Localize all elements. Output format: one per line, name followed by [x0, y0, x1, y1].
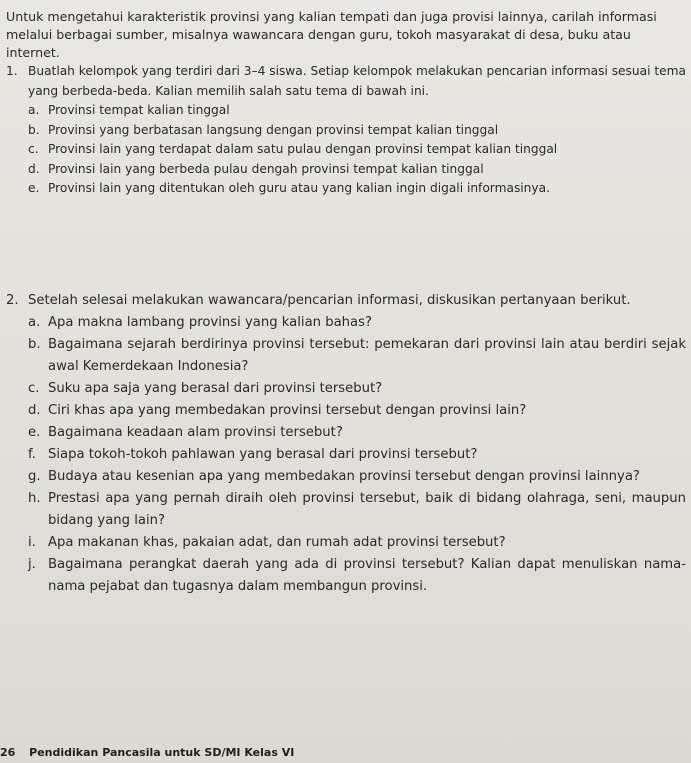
task-2-number: 2. — [6, 293, 19, 308]
question-i — [6, 532, 686, 554]
question-text: Apa makna lambang provinsi yang kalian bahas? — [48, 315, 372, 330]
question-text: Bagaimana sejarah berdirinya provinsi tersebut: pemekaran dari provinsi lain atau berdiri sejak awal Kemerdekaan Indonesia? — [48, 337, 686, 374]
question-letter: g. — [28, 469, 41, 484]
page-number: 26 — [0, 746, 16, 759]
question-text: Suku apa saja yang berasal dari provinsi tersebut? — [48, 381, 383, 396]
question-f — [6, 444, 686, 466]
option-b — [6, 121, 686, 141]
option-text: Provinsi lain yang terdapat dalam satu pulau dengan provinsi tempat kalian tinggal — [48, 142, 558, 156]
option-a — [6, 101, 686, 121]
question-a — [6, 312, 686, 334]
option-letter: e. — [28, 181, 40, 195]
option-letter: b. — [28, 122, 40, 137]
intro-text: Untuk mengetahui karakteristik provinsi yang kalian tempati dan juga provisi lainnya, carilah informasi melalui berbagai sumber, misalnya wawancara dengan guru, tokoh masyarakat di desa, buku atau internet. — [6, 9, 657, 60]
book-title: Pendidikan Pancasila untuk SD/MI Kelas VI — [29, 746, 295, 759]
option-text: Provinsi lain yang ditentukan oleh guru atau yang kalian ingin digali informasinya. — [48, 181, 550, 195]
question-d — [6, 400, 686, 422]
option-text: Provinsi lain yang berbeda pulau dengah provinsi tempat kalian tinggal — [48, 161, 484, 176]
question-letter: b. — [28, 337, 41, 352]
option-e — [6, 179, 686, 199]
option-d — [6, 160, 686, 180]
option-c — [6, 140, 686, 160]
question-text: Bagaimana keadaan alam provinsi tersebut? — [48, 425, 343, 440]
task-1-text: Buatlah kelompok yang terdiri dari 3–4 siswa. Setiap kelompok melakukan pencarian informasi sesuai tema yang berbeda-beda. Kalian memilih salah satu tema di bawah ini. — [28, 64, 686, 98]
question-letter: i. — [28, 535, 36, 550]
question-letter: e. — [28, 425, 41, 440]
question-letter: c. — [28, 381, 40, 396]
question-j — [6, 554, 686, 598]
option-text: Provinsi yang berbatasan langsung dengan provinsi tempat kalian tinggal — [48, 122, 499, 137]
question-letter: d. — [28, 403, 41, 418]
question-letter: a. — [28, 315, 41, 330]
question-h — [6, 488, 686, 532]
task-1-number: 1. — [6, 64, 18, 78]
question-text: Prestasi apa yang pernah diraih oleh provinsi tersebut, baik di bidang olahraga, seni, maupun bidang yang lain? — [48, 491, 686, 528]
question-text: Ciri khas apa yang membedakan provinsi tersebut dengan provinsi lain? — [48, 403, 527, 418]
option-letter: d. — [28, 161, 40, 176]
option-text: Provinsi tempat kalian tinggal — [48, 103, 230, 117]
question-text: Apa makanan khas, pakaian adat, dan rumah adat provinsi tersebut? — [48, 535, 506, 550]
question-letter: h. — [28, 491, 41, 506]
page-footer — [0, 746, 691, 759]
question-text: Bagaimana perangkat daerah yang ada di provinsi tersebut? Kalian dapat menuliskan nama-nama pejabat dan tugasnya dalam membangun provinsi. — [48, 557, 686, 594]
question-text: Budaya atau kesenian apa yang membedakan provinsi tersebut dengan provinsi lainnya? — [48, 469, 640, 484]
question-b — [6, 334, 686, 378]
task-2-text: Setelah selesai melakukan wawancara/pencarian informasi, diskusikan pertanyaan berikut. — [28, 293, 631, 308]
task-2 — [6, 290, 686, 598]
question-letter: j. — [28, 557, 36, 572]
task-1 — [6, 62, 686, 199]
question-letter: f. — [28, 447, 36, 462]
task-1-instruction — [6, 62, 686, 101]
task-2-instruction — [6, 290, 686, 312]
question-g — [6, 466, 686, 488]
question-e — [6, 422, 686, 444]
option-letter: a. — [28, 103, 40, 117]
intro-paragraph — [6, 8, 686, 62]
option-letter: c. — [28, 142, 39, 156]
question-c — [6, 378, 686, 400]
question-text: Siapa tokoh-tokoh pahlawan yang berasal dari provinsi tersebut? — [48, 447, 478, 462]
